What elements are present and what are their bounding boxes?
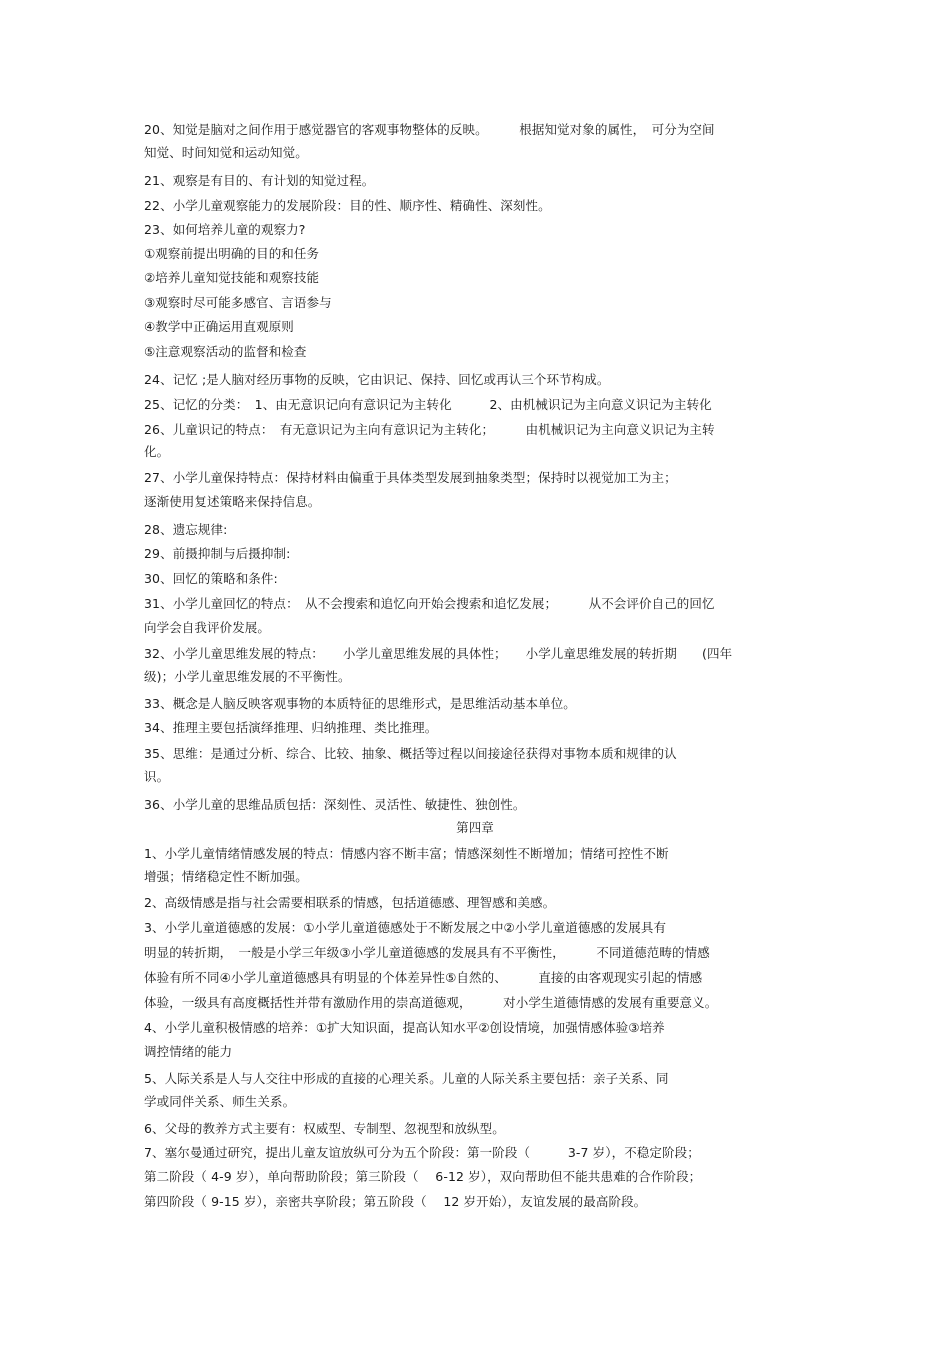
text-line: 体验有所不同④小学儿童道德感具有明显的个体差异性⑤自然的、 直接的由客观现实引起的情感 xyxy=(144,970,703,985)
text-line: 24、记忆 ;是人脑对经历事物的反映，它由识记、保持、回忆或再认三个环节构成。 xyxy=(144,372,610,387)
text-line: 6、父母的教养方式主要有：权威型、专制型、忽视型和放纵型。 xyxy=(144,1121,505,1136)
text-line: 35、思维：是通过分析、综合、比较、抽象、概括等过程以间接途径获得对事物本质和规律的认 xyxy=(144,746,677,761)
text-line: ④教学中正确运用直观原则 xyxy=(144,319,294,334)
text-line: 26、儿童识记的特点： 有无意识记为主向有意识记为主转化； 由机械识记为主向意义识记为主转 xyxy=(144,422,715,437)
text-line: 调控情绪的能力 xyxy=(144,1044,233,1059)
text-line: 明显的转折期， 一般是小学三年级③小学儿童道德感的发展具有不平衡性， 不同道德范畴的情感 xyxy=(144,945,710,960)
text-line: 1、小学儿童情绪情感发展的特点：情感内容不断丰富；情感深刻性不断增加；情绪可控性不断 xyxy=(144,846,669,861)
text-line: 逐渐使用复述策略来保持信息。 xyxy=(144,494,321,509)
text-line: ③观察时尽可能多感官、言语参与 xyxy=(144,295,332,310)
text-line: 增强；情绪稳定性不断加强。 xyxy=(144,869,308,884)
text-line: 25、记忆的分类： 1、由无意识记向有意识记为主转化 2、由机械识记为主向意义识记为主转化 xyxy=(144,397,712,412)
text-line: ②培养儿童知觉技能和观察技能 xyxy=(144,270,320,285)
text-line: 29、前摄抑制与后摄抑制: xyxy=(144,546,291,561)
text-line: 30、回忆的策略和条件: xyxy=(144,571,278,586)
chapter-heading: 第四章 xyxy=(456,820,494,835)
text-line: 识。 xyxy=(144,769,170,784)
text-line: 化。 xyxy=(144,444,170,459)
text-line: 3、小学儿童道德感的发展：①小学儿童道德感处于不断发展之中②小学儿童道德感的发展具有 xyxy=(144,920,667,935)
text-line: 7、塞尔曼通过研究，提出儿童友谊放纵可分为五个阶段：第一阶段（ 3-7 岁），不稳定阶段； xyxy=(144,1145,700,1160)
text-line: 20、知觉是脑对之间作用于感觉器官的客观事物整体的反映。 根据知觉对象的属性， 可分为空间 xyxy=(144,122,715,137)
text-line: 级)；小学儿童思维发展的不平衡性。 xyxy=(144,669,351,684)
text-line: ①观察前提出明确的目的和任务 xyxy=(144,246,320,261)
text-line: 学或同伴关系、师生关系。 xyxy=(144,1094,296,1109)
text-line: 4、小学儿童积极情感的培养：①扩大知识面，提高认知水平②创设情境，加强情感体验③培养 xyxy=(144,1020,665,1035)
text-line: ⑤注意观察活动的监督和检查 xyxy=(144,344,307,359)
text-line: 知觉、时间知觉和运动知觉。 xyxy=(144,145,308,160)
text-line: 22、小学儿童观察能力的发展阶段：目的性、顺序性、精确性、深刻性。 xyxy=(144,198,551,213)
text-line: 第四阶段（ 9-15 岁），亲密共享阶段；第五阶段（ 12 岁开始），友谊发展的最高阶段。 xyxy=(144,1194,647,1209)
text-line: 21、观察是有目的、有计划的知觉过程。 xyxy=(144,173,375,188)
text-line: 2、高级情感是指与社会需要相联系的情感，包括道德感、理智感和美感。 xyxy=(144,895,556,910)
text-line: 33、概念是人脑反映客观事物的本质特征的思维形式，是思维活动基本单位。 xyxy=(144,696,576,711)
text-line: 5、人际关系是人与人交往中形成的直接的心理关系。儿童的人际关系主要包括：亲子关系、同 xyxy=(144,1071,669,1086)
text-line: 32、小学儿童思维发展的特点： 小学儿童思维发展的具体性； 小学儿童思维发展的转折期 (四年 xyxy=(144,646,733,661)
text-line: 28、遗忘规律: xyxy=(144,522,228,537)
text-line: 34、推理主要包括演绎推理、归纳推理、类比推理。 xyxy=(144,720,438,735)
text-line: 31、小学儿童回忆的特点： 从不会搜索和追忆向开始会搜索和追忆发展； 从不会评价自己的回忆 xyxy=(144,596,715,611)
text-line: 36、小学儿童的思维品质包括：深刻性、灵活性、敏捷性、独创性。 xyxy=(144,797,526,812)
text-line: 27、小学儿童保持特点：保持材料由偏重于具体类型发展到抽象类型；保持时以视觉加工为主； xyxy=(144,470,677,485)
text-line: 第二阶段（ 4-9 岁），单向帮助阶段；第三阶段（ 6-12 岁），双向帮助但不能共患难的合作阶段； xyxy=(144,1169,702,1184)
text-line: 23、如何培养儿童的观察力? xyxy=(144,222,306,237)
text-line: 向学会自我评价发展。 xyxy=(144,620,271,635)
text-line: 体验，一级具有高度概括性并带有激励作用的崇高道德观， 对小学生道德情感的发展有重要意义。 xyxy=(144,995,718,1010)
